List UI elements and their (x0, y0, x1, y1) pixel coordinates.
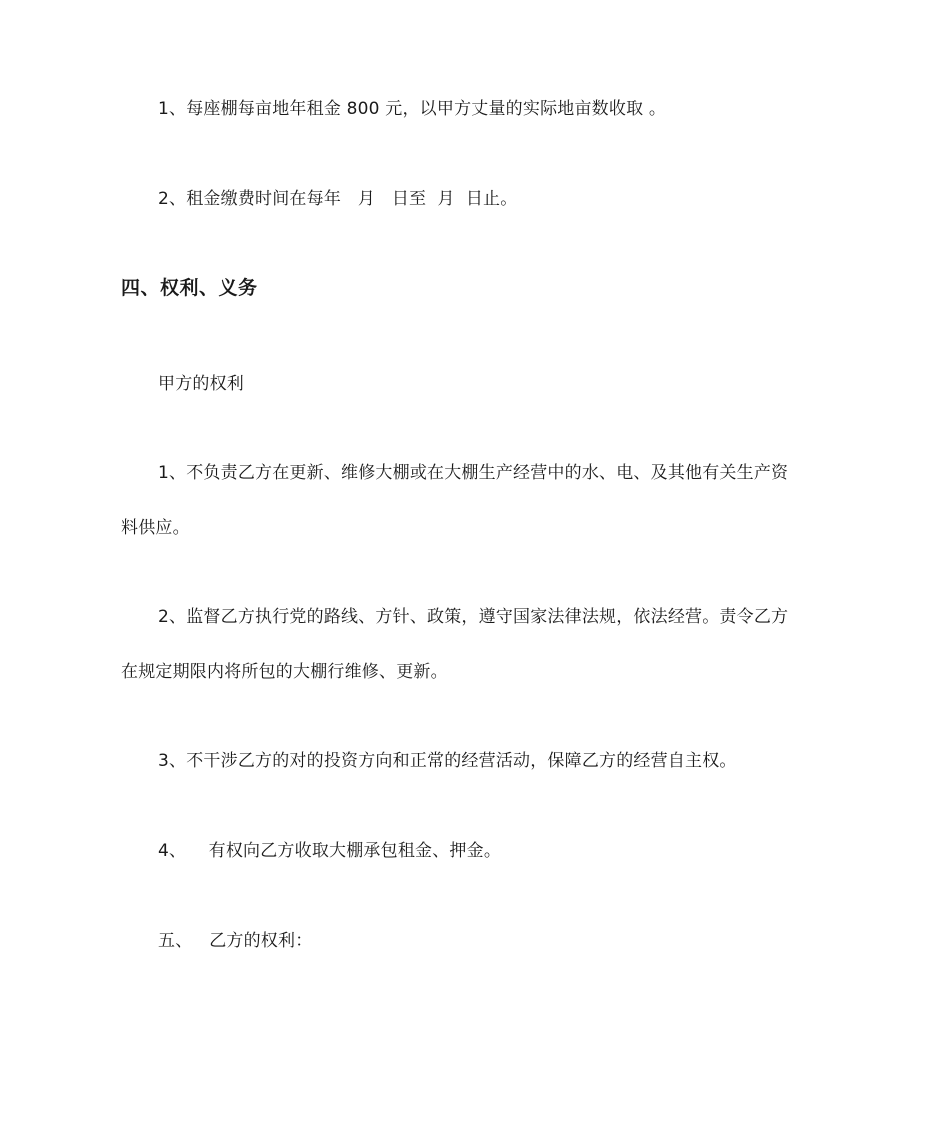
rent-clause-2: 2、租金缴费时间在每年 月 日至 月 日止。 (158, 189, 518, 209)
party-a-right-2-line-2: 在规定期限内将所包的大棚行维修、更新。 (121, 662, 448, 682)
subheading-party-a-rights: 甲方的权利 (158, 374, 244, 394)
section-heading-rights-duties: 四、权利、义务 (121, 277, 258, 299)
section-party-b-rights: 五、 乙方的权利： (158, 931, 313, 951)
rent-clause-1: 1、每座棚每亩地年租金 800 元，以甲方丈量的实际地亩数收取 。 (158, 99, 667, 119)
party-a-right-2-line-1: 2、监督乙方执行党的路线、方针、政策，遵守国家法律法规，依法经营。责令乙方 (158, 607, 789, 627)
party-a-right-3: 3、不干涉乙方的对的投资方向和正常的经营活动，保障乙方的经营自主权。 (158, 751, 737, 771)
party-a-right-1-line-2: 料供应。 (121, 518, 190, 538)
party-a-right-4: 4、 有权向乙方收取大棚承包租金、押金。 (158, 841, 502, 861)
party-a-right-1-line-1: 1、不负责乙方在更新、维修大棚或在大棚生产经营中的水、电、及其他有关生产资 (158, 463, 789, 483)
